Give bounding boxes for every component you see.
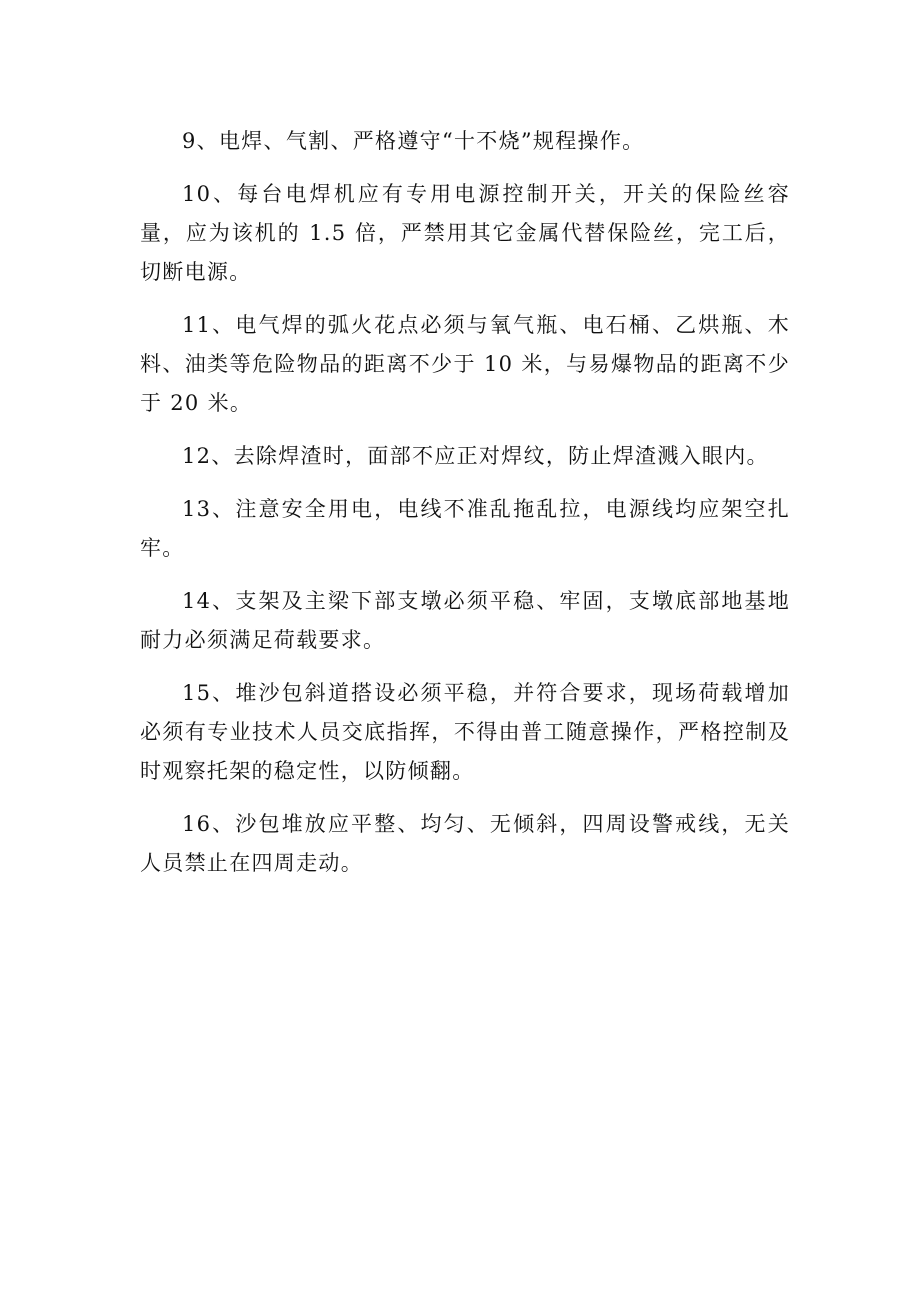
paragraph-item-11: 11、电气焊的弧火花点必须与氧气瓶、电石桶、乙烘瓶、木料、油类等危险物品的距离不少于 10 米，与易爆物品的距离不少于 20 米。 [140, 313, 790, 415]
document-body [140, 122, 790, 897]
paragraph-item-10: 10、每台电焊机应有专用电源控制开关，开关的保险丝容量，应为该机的 1.5 倍，严禁用其它金属代替保险丝，完工后，切断电源。 [140, 182, 790, 284]
paragraph-item-15: 15、堆沙包斜道搭设必须平稳，并符合要求，现场荷载增加必须有专业技术人员交底指挥，不得由普工随意操作，严格控制及时观察托架的稳定性，以防倾翻。 [140, 681, 790, 783]
paragraph-item-13: 13、注意安全用电，电线不准乱拖乱拉，电源线均应架空扎牢。 [140, 497, 790, 560]
paragraph-item-12: 12、去除焊渣时，面部不应正对焊纹，防止焊渣溅入眼内。 [182, 444, 769, 468]
paragraph-item-9: 9、电焊、气割、严格遵守“十不烧”规程操作。 [182, 129, 645, 153]
paragraph-item-14: 14、支架及主梁下部支墩必须平稳、牢固，支墩底部地基地耐力必须满足荷载要求。 [140, 589, 790, 652]
paragraph-item-16: 16、沙包堆放应平整、均匀、无倾斜，四周设警戒线，无关人员禁止在四周走动。 [140, 812, 790, 875]
